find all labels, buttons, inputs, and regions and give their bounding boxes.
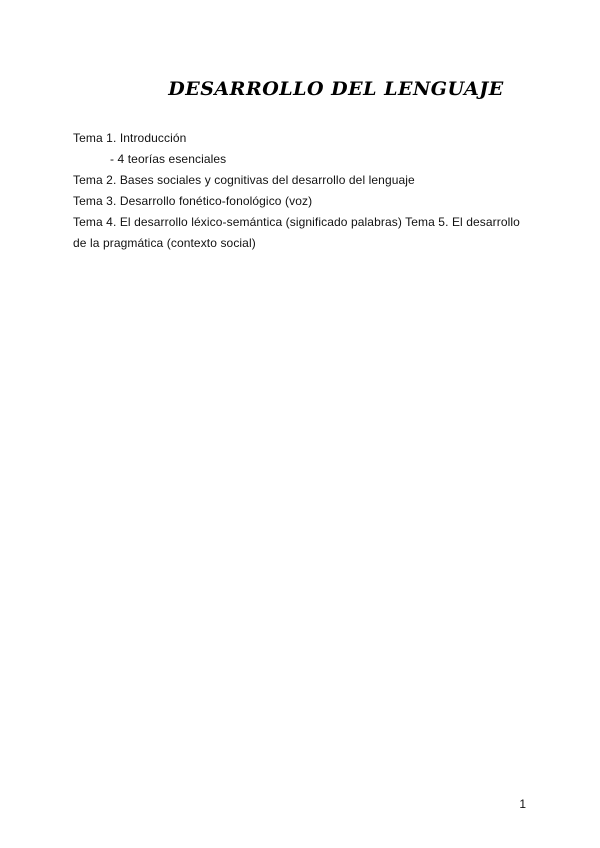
toc-item-tema-4-5: Tema 4. El desarrollo léxico-semántica (significado palabras) Tema 5. El desarrollo de la pragmática (contexto social) [73,215,520,250]
toc-item-tema-2: Tema 2. Bases sociales y cognitivas del desarrollo del lenguaje [73,173,415,187]
toc-item-tema-3: Tema 3. Desarrollo fonético-fonológico (voz) [73,194,313,208]
document-title: DESARROLLO DEL LENGUAJE [168,78,504,100]
page-number: 1 [519,797,526,811]
table-of-contents [73,128,523,254]
toc-subitem-teorias: - 4 teorías esenciales [110,152,227,166]
toc-item-tema-1: Tema 1. Introducción [73,131,187,145]
